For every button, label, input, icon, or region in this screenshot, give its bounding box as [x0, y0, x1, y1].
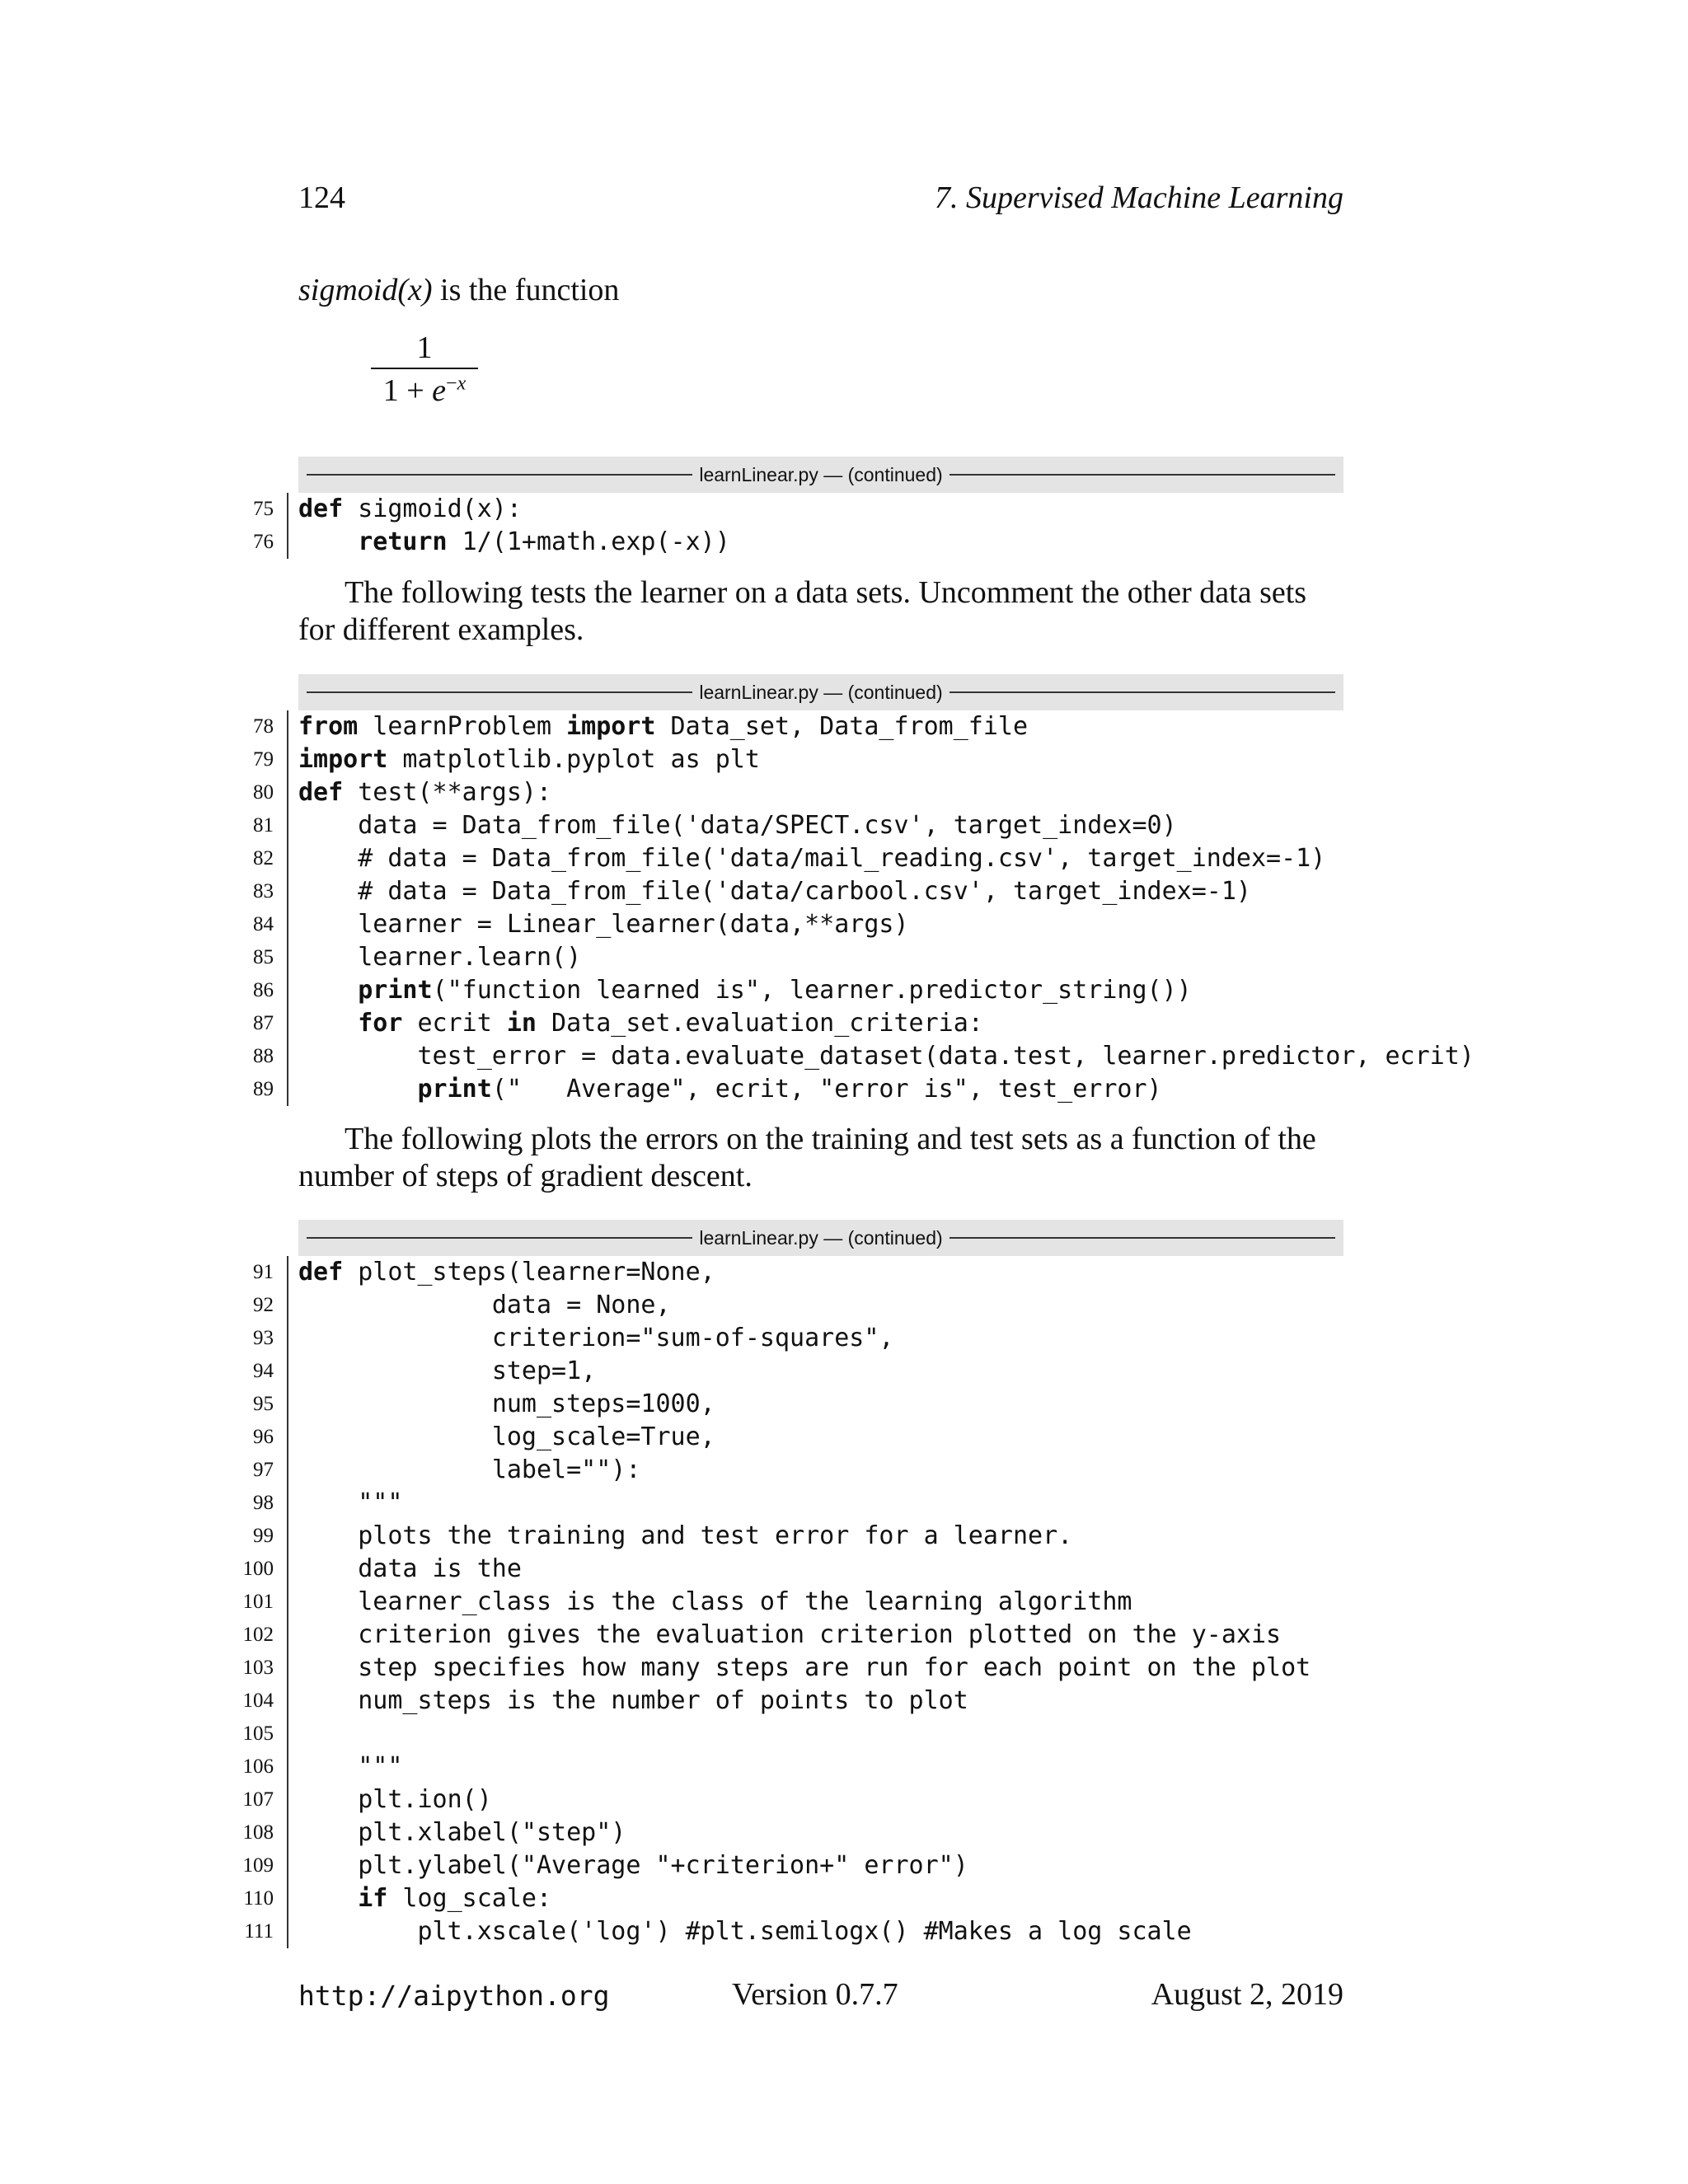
code-line [232, 1882, 1311, 1915]
code-line [232, 1652, 1311, 1685]
line-number: 76 [253, 531, 274, 553]
line-number: 78 [253, 715, 274, 738]
code-keyword: print [358, 976, 433, 1005]
code-text: num_steps is the number of points to plot [287, 1685, 968, 1718]
code-text: from learnProblem import Data_set, Data_from_file [287, 710, 1028, 743]
code-text: num_steps=1000, [287, 1388, 715, 1421]
code-keyword: return [358, 527, 448, 556]
code-line [232, 1256, 1311, 1289]
line-number: 79 [253, 748, 274, 771]
intro-text [298, 272, 1343, 309]
line-number: 96 [253, 1426, 274, 1448]
line-number: 94 [253, 1360, 274, 1382]
code-text: plt.xlabel("step") [287, 1816, 626, 1849]
code-line [232, 908, 1475, 941]
line-number: 89 [253, 1078, 274, 1100]
listing-filename: learnLinear.py — (continued) [699, 681, 943, 703]
code-line [232, 1783, 1311, 1816]
formula-numerator: 1 [371, 330, 478, 369]
listing-filename: learnLinear.py — (continued) [699, 463, 943, 485]
code-text: if log_scale: [287, 1882, 551, 1915]
line-number: 100 [242, 1558, 274, 1580]
line-number: 92 [253, 1294, 274, 1316]
code-text: criterion="sum-of-squares", [287, 1322, 893, 1355]
code-line [232, 1355, 1311, 1388]
code-text: test_error = data.evaluate_dataset(data.test, learner.predictor, ecrit) [287, 1040, 1475, 1073]
code-text: return 1/(1+math.exp(-x)) [287, 526, 730, 559]
code-text: data is the [287, 1553, 522, 1586]
code-keyword: in [506, 1009, 537, 1038]
code-text: def sigmoid(x): [287, 493, 522, 526]
footer-url[interactable]: http://aipython.org [298, 1980, 610, 2012]
formula-denominator: $1 + e^{-x}$ [382, 373, 467, 408]
line-number: 104 [242, 1690, 274, 1712]
line-number: 83 [253, 880, 274, 902]
line-number: 93 [253, 1327, 274, 1349]
code-text: step=1, [287, 1355, 596, 1388]
paragraph-plots: The following plots the errors on the training and test sets as a function of the number of steps of gradient descent. [298, 1122, 1316, 1193]
code-keyword: def [298, 778, 344, 807]
listing-header-1 [298, 457, 1343, 493]
line-number: 108 [242, 1821, 274, 1844]
code-keyword: for [358, 1009, 403, 1038]
code-line [232, 1289, 1311, 1322]
code-text: learner.learn() [287, 941, 581, 974]
code-line [232, 809, 1475, 842]
code-line [232, 1007, 1475, 1040]
listing-header-3 [298, 1220, 1343, 1256]
code-text: """ [287, 1750, 402, 1783]
line-number: 85 [253, 946, 274, 968]
code-text: plots the training and test error for a learner. [287, 1520, 1072, 1553]
line-number: 82 [253, 847, 274, 869]
line-number: 75 [253, 498, 274, 520]
code-line [232, 1915, 1311, 1948]
code-line [232, 1421, 1311, 1454]
code-line [232, 1685, 1311, 1718]
page-number: 124 [298, 180, 345, 215]
code-line [232, 941, 1475, 974]
code-line [232, 1388, 1311, 1421]
code-line [232, 526, 730, 559]
code-text: log_scale=True, [287, 1421, 715, 1454]
code-text: data = Data_from_file('data/SPECT.csv', target_index=0) [287, 809, 1177, 842]
code-text: learner_class is the class of the learning algorithm [287, 1586, 1132, 1619]
listing-header-2 [298, 674, 1343, 710]
line-number: 84 [253, 913, 274, 935]
sigmoid-name: sigmoid(x) [298, 273, 433, 307]
code-line [232, 1040, 1475, 1073]
line-number: 86 [253, 979, 274, 1001]
code-listing-1 [232, 493, 730, 559]
line-number: 80 [253, 781, 274, 804]
line-number: 101 [242, 1591, 274, 1613]
line-number: 102 [242, 1624, 274, 1646]
code-line [232, 1849, 1311, 1882]
code-line [232, 1073, 1475, 1106]
line-number: 109 [242, 1854, 274, 1877]
line-number: 103 [242, 1657, 274, 1679]
line-number: 97 [253, 1459, 274, 1481]
code-line [232, 1322, 1311, 1355]
footer-date: August 2, 2019 [1151, 1977, 1343, 2012]
code-text: # data = Data_from_file('data/mail_reading.csv', target_index=-1) [287, 842, 1325, 875]
code-keyword: from [298, 712, 359, 741]
code-line [232, 1750, 1311, 1783]
code-line [232, 743, 1475, 776]
code-line [232, 493, 730, 526]
code-line [232, 875, 1475, 908]
code-line [232, 776, 1475, 809]
code-keyword: def [298, 1258, 344, 1286]
code-text: def test(**args): [287, 776, 551, 809]
code-text [287, 1718, 298, 1750]
code-text: criterion gives the evaluation criterion plotted on the y-axis [287, 1619, 1281, 1652]
code-text: data = None, [287, 1289, 671, 1322]
code-text: plt.ylabel("Average "+criterion+" error") [287, 1849, 968, 1882]
code-keyword: import [298, 745, 388, 774]
code-keyword: def [298, 494, 344, 523]
code-line [232, 1520, 1311, 1553]
code-listing-3 [232, 1256, 1311, 1948]
listing-filename: learnLinear.py — (continued) [699, 1226, 943, 1249]
code-keyword: import [566, 712, 656, 741]
code-line [232, 1586, 1311, 1619]
code-line [232, 1816, 1311, 1849]
code-text: import matplotlib.pyplot as plt [287, 743, 760, 776]
line-number: 99 [253, 1525, 274, 1547]
code-line [232, 1454, 1311, 1487]
chapter-title: 7. Supervised Machine Learning [934, 180, 1343, 215]
code-line [232, 1553, 1311, 1586]
code-line [232, 1487, 1311, 1520]
line-number: 87 [253, 1012, 274, 1034]
code-line [232, 1619, 1311, 1652]
line-number: 91 [253, 1261, 274, 1283]
code-text: """ [287, 1487, 402, 1520]
line-number: 105 [242, 1722, 274, 1745]
code-text: learner = Linear_learner(data,**args) [287, 908, 909, 941]
intro-rest: is the function [432, 273, 620, 307]
footer-version: Version 0.7.7 [732, 1977, 898, 2012]
code-listing-2 [232, 710, 1475, 1106]
line-number: 107 [242, 1788, 274, 1811]
code-line [232, 974, 1475, 1007]
line-number: 111 [244, 1920, 274, 1943]
line-number: 81 [253, 814, 274, 837]
code-text: for ecrit in Data_set.evaluation_criteria: [287, 1007, 983, 1040]
code-text: plt.xscale('log') #plt.semilogx() #Makes a log scale [287, 1915, 1192, 1948]
code-text: step specifies how many steps are run for each point on the plot [287, 1652, 1311, 1685]
line-number: 110 [243, 1887, 274, 1910]
code-text: plt.ion() [287, 1783, 492, 1816]
code-keyword: print [417, 1075, 492, 1104]
code-text: print(" Average", ecrit, "error is", test_error) [287, 1073, 1162, 1106]
sigmoid-formula [371, 330, 478, 409]
line-number: 95 [253, 1393, 274, 1415]
paragraph-tests: The following tests the learner on a data sets. Uncomment the other data sets for different examples. [298, 575, 1307, 647]
code-line [232, 842, 1475, 875]
line-number: 106 [242, 1755, 274, 1778]
code-line [232, 1718, 1311, 1750]
line-number: 88 [253, 1045, 274, 1067]
code-text: print("function learned is", learner.predictor_string()) [287, 974, 1192, 1007]
code-text: label=""): [287, 1454, 640, 1487]
line-number: 98 [253, 1492, 274, 1514]
code-keyword: if [358, 1884, 388, 1913]
code-text: def plot_steps(learner=None, [287, 1256, 715, 1289]
code-line [232, 710, 1475, 743]
code-text: # data = Data_from_file('data/carbool.csv', target_index=-1) [287, 875, 1251, 908]
